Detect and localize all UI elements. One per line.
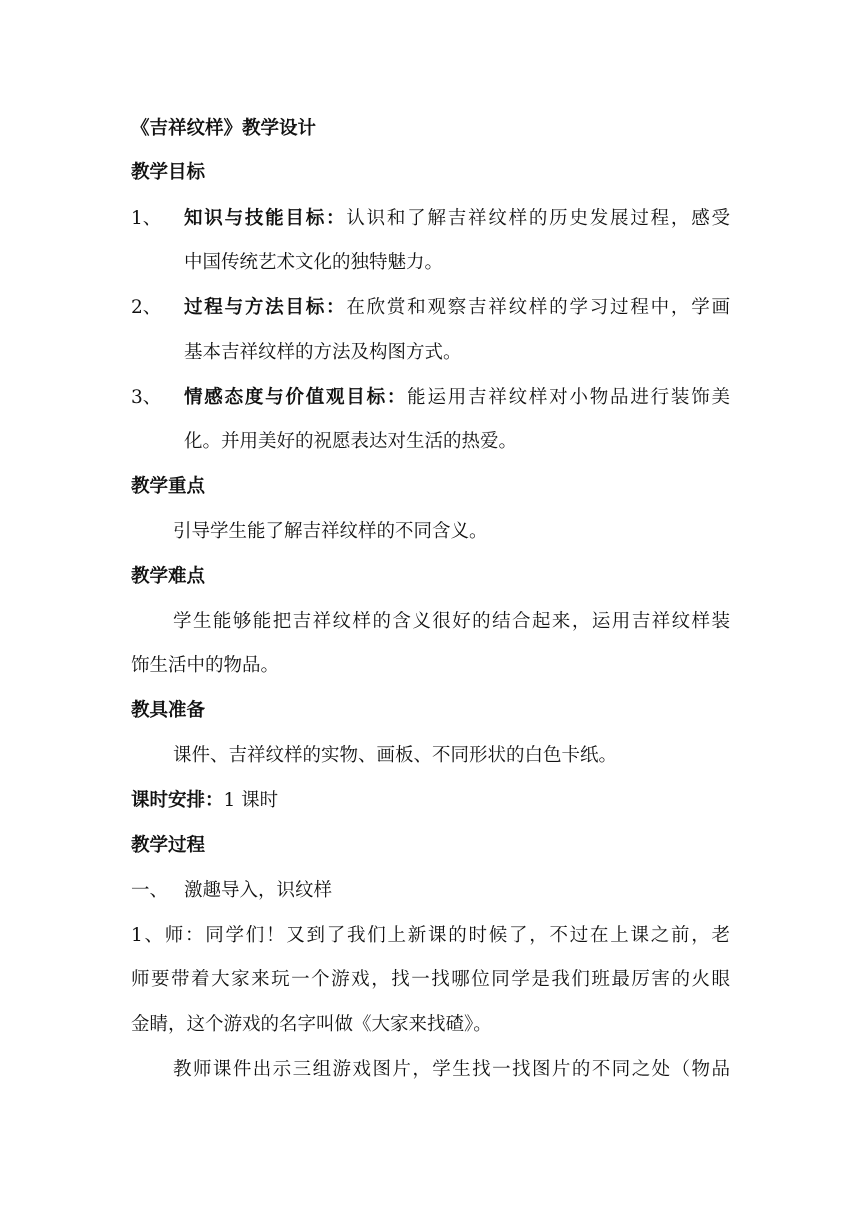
preparation-text: 课件、吉祥纹样的实物、画板、不同形状的白色卡纸。 — [173, 745, 618, 766]
goal-2-text: 在欣赏和观察吉祥纹样的学习过程中，学画 — [346, 297, 730, 318]
step-1-number: 一、 — [131, 880, 169, 901]
heading-difficulties: 教学难点 — [131, 566, 206, 587]
goal-2-line-2: 基本吉祥纹样的方法及构图方式。 — [184, 342, 462, 363]
class-time-value: 1 课时 — [223, 790, 279, 811]
goal-3-number: 3、 — [131, 387, 162, 408]
goal-1-number: 1、 — [131, 208, 162, 229]
paragraph-2-line-1: 教师课件出示三组游戏图片，学生找一找图片的不同之处（物品 — [173, 1059, 730, 1080]
goal-3-label: 情感态度与价值观目标： — [184, 387, 408, 408]
goal-3-line-1 — [184, 386, 730, 410]
difficulties-line-2: 饰生活中的物品。 — [131, 655, 280, 676]
goal-1-line-2: 中国传统艺术文化的独特魅力。 — [184, 252, 444, 273]
step-1-title: 激趣导入，识纹样 — [184, 880, 333, 901]
goal-1-text: 认识和了解吉祥纹样的历史发展过程，感受 — [346, 208, 730, 229]
goal-3-text: 能运用吉祥纹样对小物品进行装饰美 — [407, 387, 730, 408]
goal-1-label: 知识与技能目标： — [184, 208, 347, 229]
heading-preparation: 教具准备 — [131, 700, 206, 721]
paragraph-1-line-3: 金睛，这个游戏的名字叫做《大家来找碴》。 — [131, 1014, 492, 1035]
key-points-text: 引导学生能了解吉祥纹样的不同含义。 — [173, 521, 488, 542]
goal-1-line-1 — [184, 207, 730, 231]
goal-2-line-1 — [184, 296, 730, 320]
goal-2-number: 2、 — [131, 297, 162, 318]
class-time — [131, 789, 278, 813]
goal-3-line-2: 化。并用美好的祝愿表达对生活的热爱。 — [184, 431, 518, 452]
goal-2-label: 过程与方法目标： — [184, 297, 347, 318]
difficulties-line-1: 学生能够能把吉祥纹样的含义很好的结合起来，运用吉祥纹样装 — [173, 611, 730, 632]
class-time-label: 课时安排： — [131, 790, 224, 811]
document-title: 《吉祥纹样》教学设计 — [131, 118, 317, 139]
heading-process: 教学过程 — [131, 835, 206, 856]
paragraph-1-line-2: 师要带着大家来玩一个游戏，找一找哪位同学是我们班最厉害的火眼 — [131, 969, 730, 990]
heading-key-points: 教学重点 — [131, 476, 206, 497]
heading-goals: 教学目标 — [131, 162, 206, 183]
paragraph-1-line-1: 1、师：同学们！又到了我们上新课的时候了，不过在上课之前，老 — [131, 925, 730, 946]
